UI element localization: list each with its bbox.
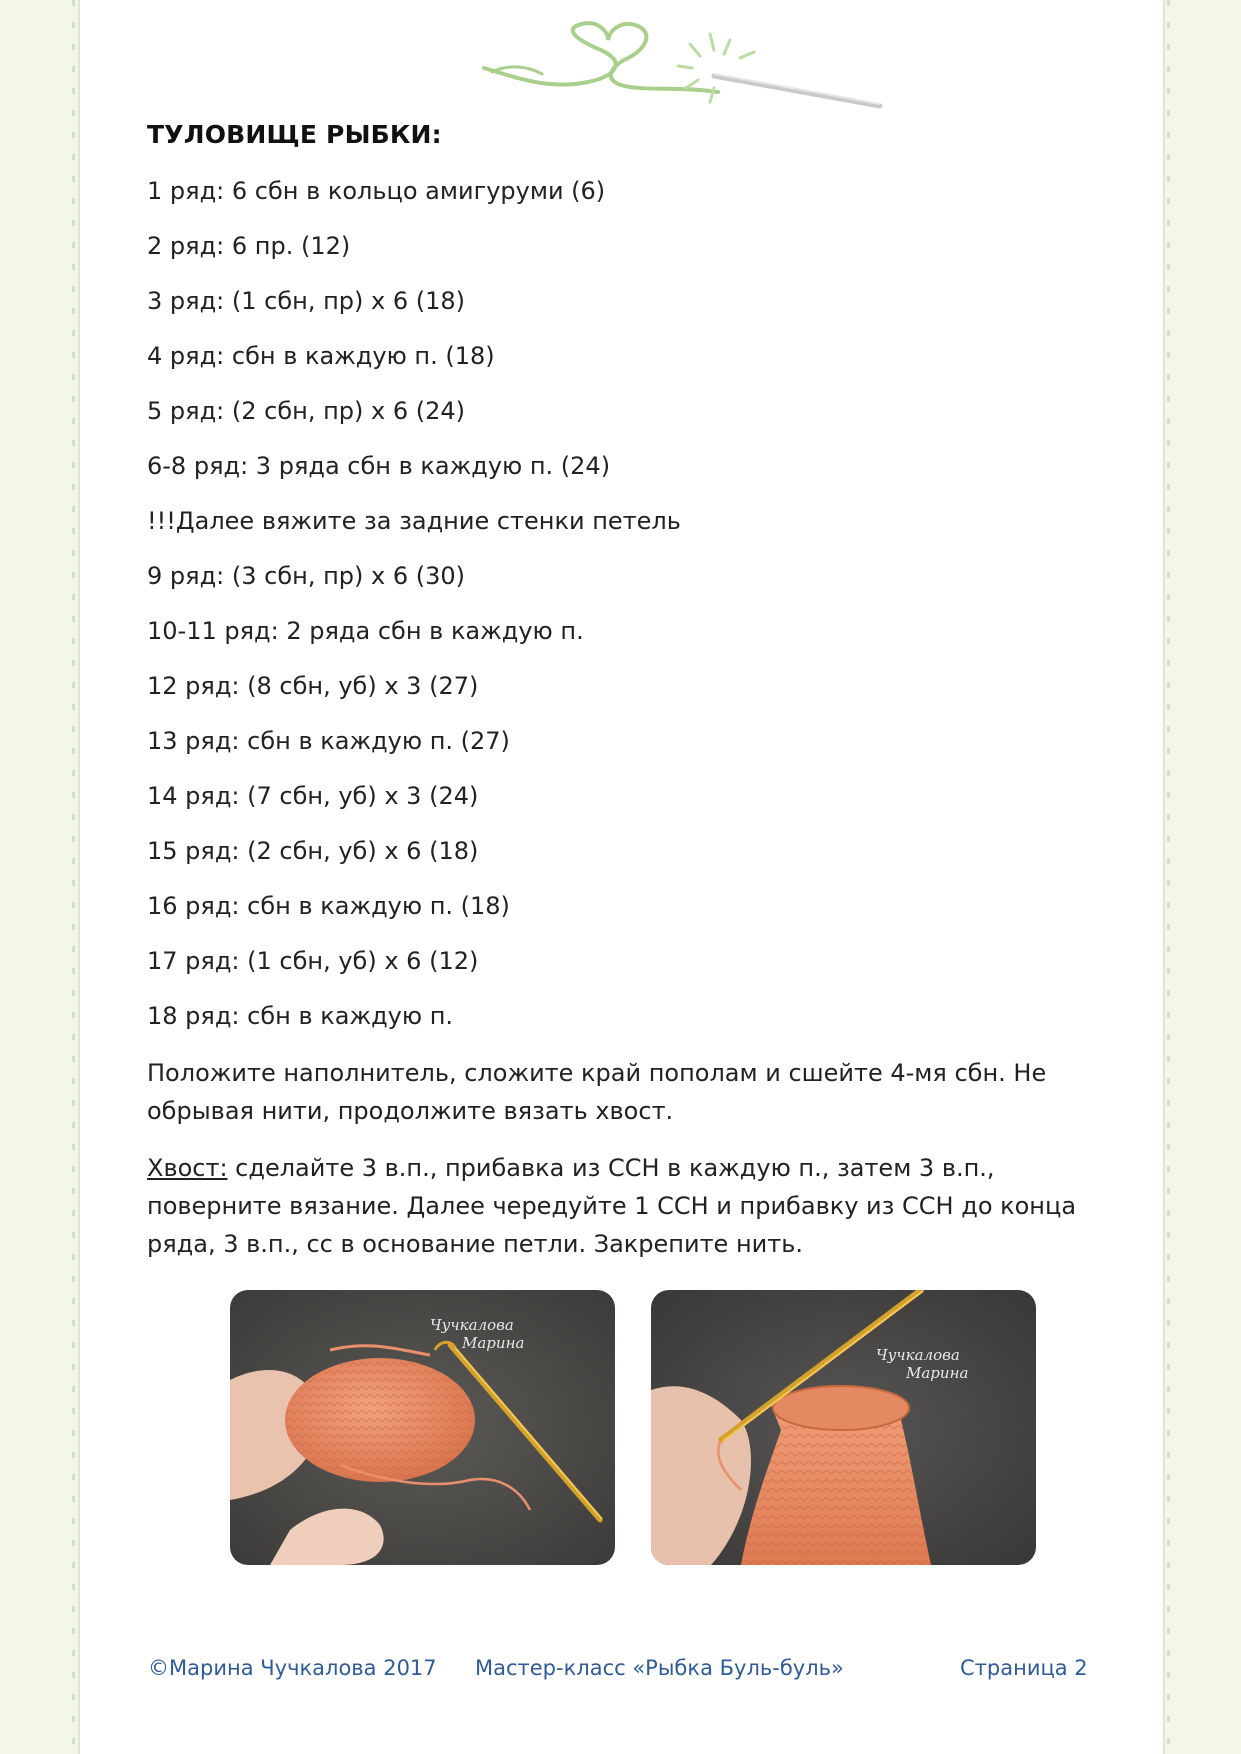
left-margin-panel	[0, 0, 80, 1754]
footer-copyright: ©Марина Чучкалова 2017	[148, 1656, 437, 1680]
photo-body-stuffed	[230, 1290, 615, 1565]
stuffing-paragraph: Положите наполнитель, сложите край пополам и сшейте 4-мя сбн. Не обрывая нити, продолжите вязать хвост.	[147, 1059, 1047, 1125]
tail-text: сделайте 3 в.п., прибавка из ССН в каждую п., затем 3 в.п., поверните вязание. Далее чередуйте 1 ССН и прибавку из ССН до конца ряда, 3 в.п., сс в основание петли. Закрепите нить.	[147, 1154, 1077, 1258]
footer-title: Мастер-класс «Рыбка Буль-буль»	[475, 1656, 844, 1680]
pattern-row: 16 ряд: сбн в каждую п. (18)	[147, 892, 510, 920]
photo-tail-crochet	[651, 1290, 1036, 1565]
pattern-row: 12 ряд: (8 сбн, уб) х 3 (27)	[147, 672, 479, 700]
pattern-row: 9 ряд: (3 сбн, пр) х 6 (30)	[147, 562, 465, 590]
footer-page-number: Страница 2	[960, 1656, 1088, 1680]
photo-watermark: Чучкалова	[876, 1346, 960, 1364]
pattern-row: 15 ряд: (2 сбн, уб) х 6 (18)	[147, 837, 479, 865]
photo-watermark: Чучкалова	[430, 1316, 514, 1334]
photo-watermark: Марина	[462, 1334, 525, 1352]
photo-watermark: Марина	[906, 1364, 969, 1382]
tail-paragraph	[147, 1149, 1097, 1263]
pattern-row: 13 ряд: сбн в каждую п. (27)	[147, 727, 510, 755]
row-list	[147, 174, 1097, 1054]
heart-ornament-icon	[478, 18, 884, 118]
pattern-row: 10-11 ряд: 2 ряда сбн в каждую п.	[147, 617, 584, 645]
pattern-row: 2 ряд: 6 пр. (12)	[147, 232, 351, 260]
pattern-row: 14 ряд: (7 сбн, уб) х 3 (24)	[147, 782, 479, 810]
left-margin-ruler	[72, 0, 75, 1754]
pattern-row: 1 ряд: 6 сбн в кольцо амигуруми (6)	[147, 177, 606, 205]
right-margin-ruler	[1167, 0, 1170, 1754]
pattern-row: 5 ряд: (2 сбн, пр) х 6 (24)	[147, 397, 465, 425]
pattern-row: 3 ряд: (1 сбн, пр) х 6 (18)	[147, 287, 465, 315]
pattern-row: !!!Далее вяжите за задние стенки петель	[147, 507, 681, 535]
section-heading: ТУЛОВИЩЕ РЫБКИ:	[147, 120, 442, 149]
right-margin-panel	[1163, 0, 1241, 1754]
tail-label: Хвост:	[147, 1154, 228, 1182]
crochet-hook-icon	[714, 74, 880, 106]
pattern-row: 4 ряд: сбн в каждую п. (18)	[147, 342, 495, 370]
pattern-row: 6-8 ряд: 3 ряда сбн в каждую п. (24)	[147, 452, 611, 480]
pattern-row: 18 ряд: сбн в каждую п.	[147, 1002, 454, 1030]
pattern-row: 17 ряд: (1 сбн, уб) х 6 (12)	[147, 947, 479, 975]
